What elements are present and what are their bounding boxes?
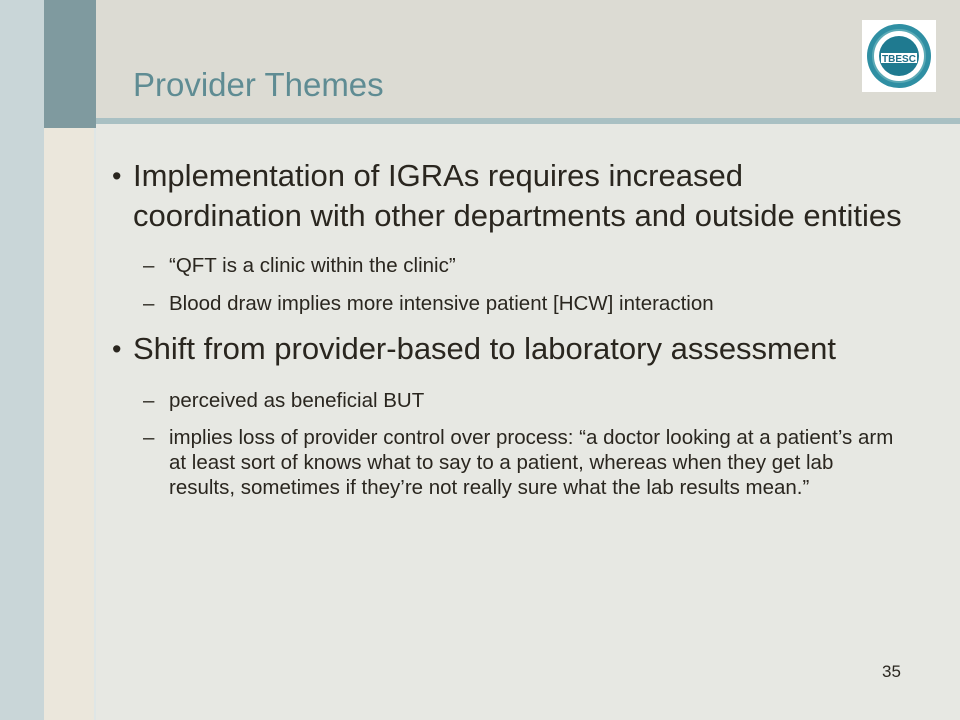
sub-bullet-1-1 [112,253,902,278]
sub-bullet-1-2-text: Blood draw implies more intensive patient [HCW] interaction [169,292,714,315]
dash-marker: – [143,254,155,277]
dash-marker: – [143,426,155,449]
bullet-2 [112,329,902,369]
page-number: 35 [882,662,901,681]
sub-bullet-2-2 [112,425,902,500]
title-band [44,0,960,124]
bullet-1 [112,156,902,236]
tbesc-logo [862,20,936,92]
slide-content [112,156,902,500]
sub-bullet-2-1-text: perceived as beneficial BUT [169,389,425,412]
bullet-1-text: Implementation of IGRAs requires increased coordination with other departments and outside entities [133,158,902,233]
bullet-dot: • [112,161,122,191]
vertical-divider [94,128,96,720]
slide-title: Provider Themes [133,66,384,103]
dash-marker: – [143,389,155,412]
sub-bullet-2-2-text: implies loss of provider control over process: “a doctor looking at a patient’s arm at least sort of knows what to say to a patient, whereas when they get lab results, sometimes if they’re not really sure what the lab results mean.” [169,426,894,499]
bullet-dot: • [112,334,122,364]
title-accent-bar [44,0,96,128]
left-band [0,0,44,720]
logo-text: TBESC [882,54,916,65]
sub-bullet-1-2 [112,291,902,316]
dash-marker: – [143,292,155,315]
sub-bullet-2-1 [112,388,902,413]
bullet-2-text: Shift from provider-based to laboratory assessment [133,331,836,366]
sub-bullet-1-1-text: “QFT is a clinic within the clinic” [169,254,456,277]
